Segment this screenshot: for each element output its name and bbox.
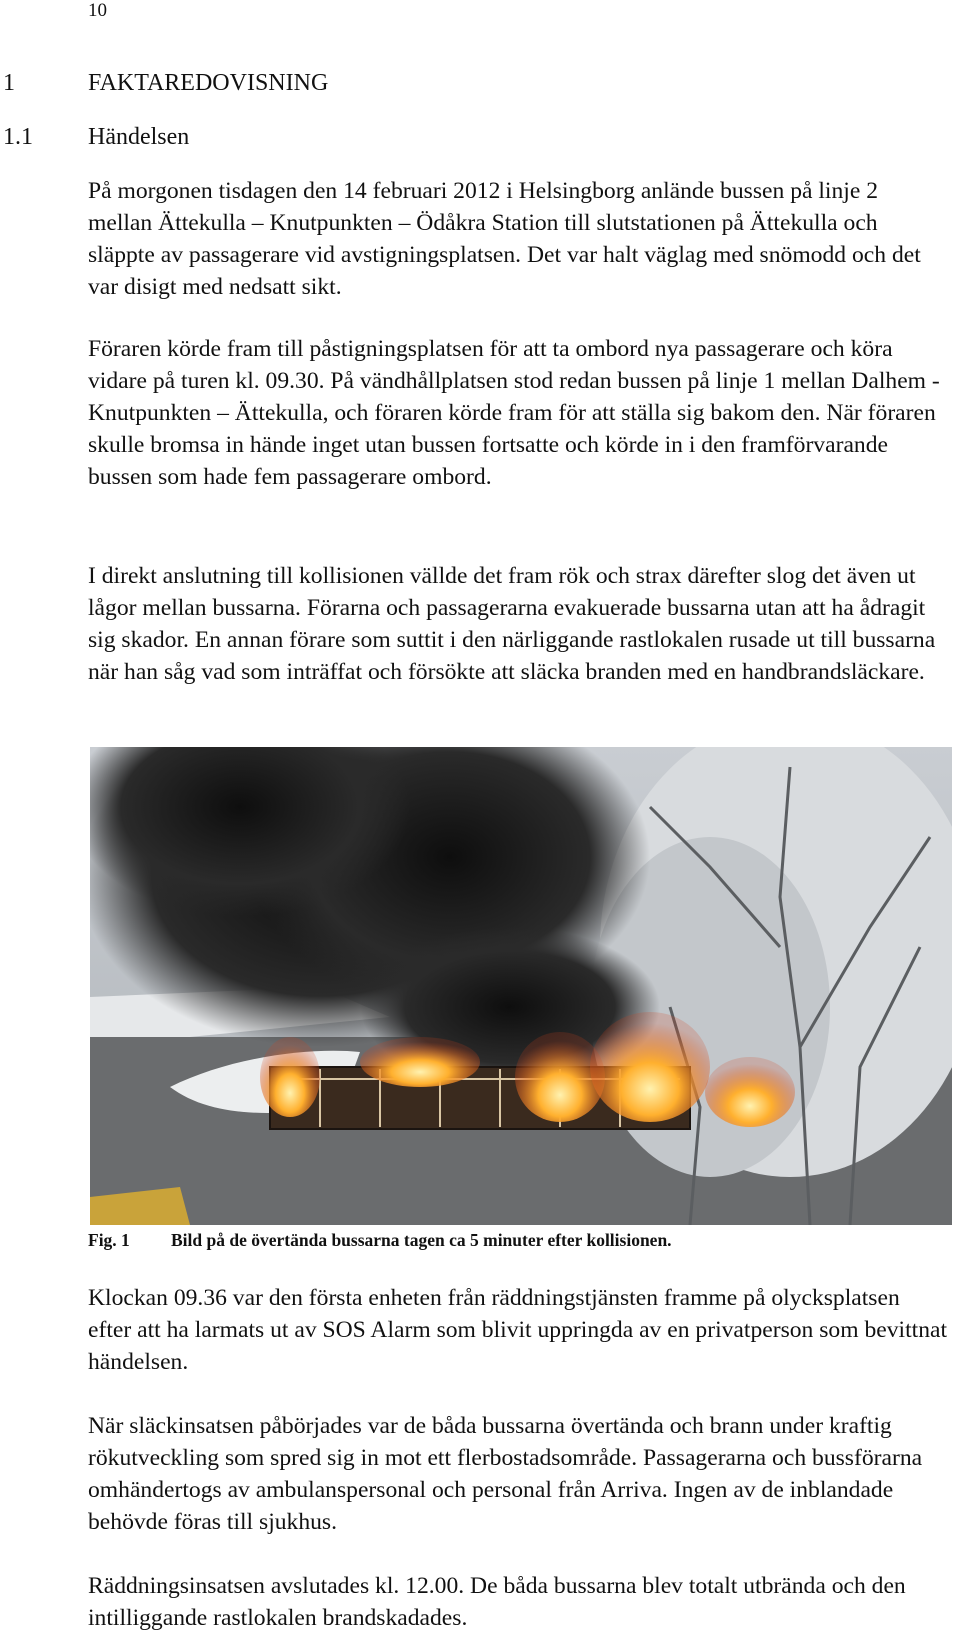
paragraph: På morgonen tisdagen den 14 februari 2012 i Helsingborg anlände bussen på linje 2 mellan Ättekulla – Knutpunkten – Ödåkra Station till slutstationen på Ättekulla och släppte av passagerare vid avstigningsplatsen. Det var halt väglag med snömodd och det var disigt med nedsatt sikt.	[88, 178, 921, 300]
figure-label: Fig. 1	[88, 1230, 130, 1250]
paragraph: När släckinsatsen påbörjades var de båda bussarna övertända och brann under kraftig rökutveckling som spred sig in mot ett flerbostadsområde. Passagerarna och bussförarna omhändertogs av ambulanspersonal och personal från Arriva. Ingen av de inblandade behövde föras till sjukhus.	[88, 1413, 923, 1535]
paragraph: Räddningsinsatsen avslutades kl. 12.00. De båda bussarna blev totalt utbrända och den intilliggande rastlokalen brandskadades.	[88, 1573, 906, 1631]
subsection-number: 1.1	[3, 124, 33, 150]
section-title: FAKTAREDOVISNING	[88, 70, 329, 96]
bus-fire-photo	[90, 747, 952, 1225]
paragraph: Klockan 09.36 var den första enheten från räddningstjänsten framme på olycksplatsen efter att ha larmats ut av SOS Alarm som blivit uppringda av en privatperson som bevittnat händelsen.	[88, 1285, 948, 1375]
figure-caption-text: Bild på de övertända bussarna tagen ca 5 minuter efter kollisionen.	[171, 1230, 672, 1250]
section-number: 1	[3, 70, 15, 96]
page-number: 10	[88, 0, 107, 21]
paragraph: Föraren körde fram till påstigningsplatsen för att ta ombord nya passagerare och köra vidare på turen kl. 09.30. På vändhållplatsen stod redan bussen på linje 1 mellan Dalhem - Knutpunkten – Ättekulla, och föraren körde fram för att ställa sig bakom den. När föraren skulle bromsa in hände inget utan bussen fortsatte och körde in i den framförvarande bussen som hade fem passagerare ombord.	[88, 336, 940, 490]
paragraph: I direkt anslutning till kollisionen vällde det fram rök och strax därefter slog det även ut lågor mellan bussarna. Förarna och passagerarna evakuerade bussarna utan att ha ådragit sig skador. En annan förare som suttit i den närliggande rastlokalen rusade ut till bussarna när han såg vad som inträffat och försökte att släcka branden med en handbrandsläckare.	[88, 563, 936, 685]
subsection-title: Händelsen	[88, 124, 190, 150]
